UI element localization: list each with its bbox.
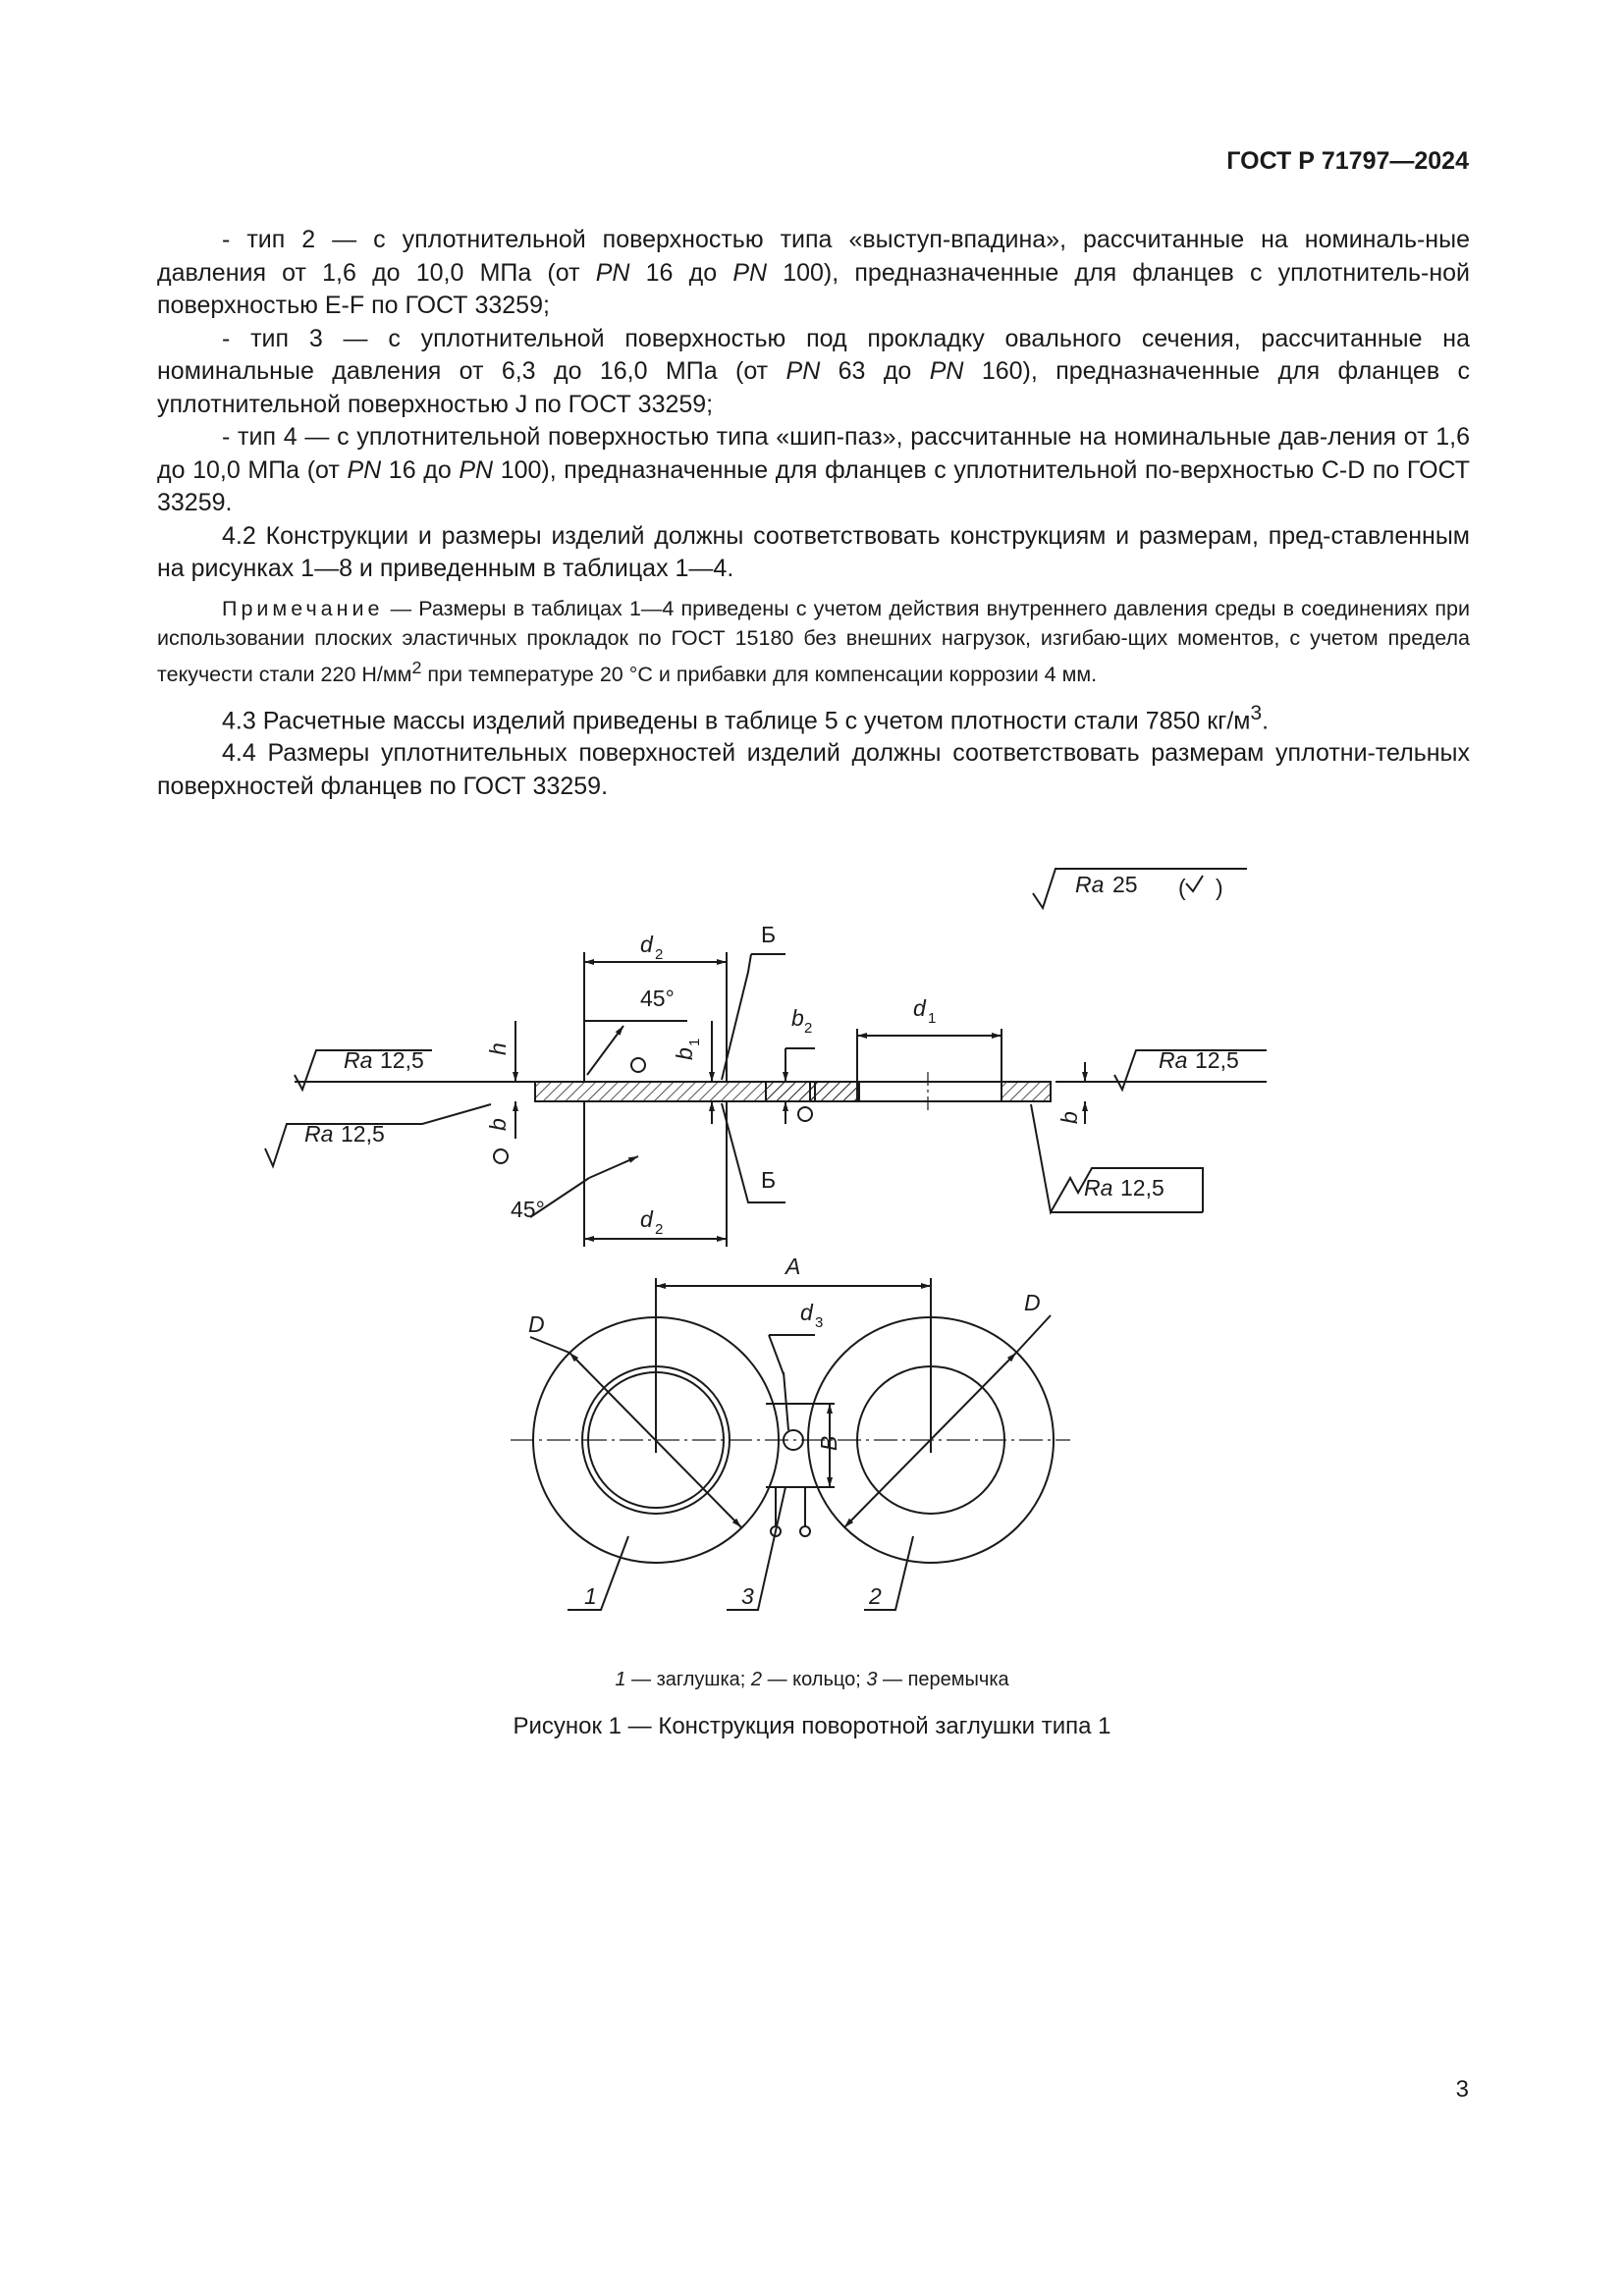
angle-top: 45° [640, 986, 675, 1011]
figure-legend: 1 — заглушка; 2 — кольцо; 3 — перемычка [615, 1669, 1009, 1690]
dim-d3: d [800, 1300, 813, 1325]
ra-bottom-left-value: 12,5 [341, 1121, 385, 1147]
body-text [157, 224, 1470, 803]
position-2: 2 [869, 1583, 882, 1609]
svg-text:2: 2 [655, 946, 664, 963]
ring-section-left [810, 1082, 859, 1101]
dim-b2: b [791, 1005, 804, 1031]
svg-text:2: 2 [804, 1020, 813, 1037]
ra-bottom-right-value: 12,5 [1120, 1175, 1164, 1201]
ra-bottom-right: Ra [1084, 1175, 1113, 1201]
position-1: 1 [584, 1583, 597, 1609]
figure-1-drawing [0, 854, 1624, 1777]
paragraph-4-4: 4.4 Размеры уплотнительных поверхностей изделий должны соответствовать размерам уплотни-тельных поверхностей фланцев по ГОСТ 33259. [157, 739, 1470, 800]
ra-top-left-value: 12,5 [380, 1047, 424, 1073]
dim-A: A [785, 1254, 801, 1279]
dim-d2-bottom: d [640, 1206, 653, 1232]
type-2-item: - тип 2 — с уплотнительной поверхностью типа «выступ-впадина», рассчитанные на номиналь-ные давления от 1,6 до 10,0 МПа (от PN 16 до PN 100), предназначенные для фланцев с уплотнитель-ной поверхностью E-F по ГОСТ 33259; [157, 226, 1471, 319]
svg-text:): ) [1216, 875, 1223, 900]
general-ra-value: 25 [1112, 872, 1138, 897]
ring-bore [857, 1082, 1001, 1101]
ra-top-right: Ra [1159, 1047, 1188, 1073]
dim-b-left: b [485, 1118, 511, 1131]
ra-bottom-left: Ra [304, 1121, 334, 1147]
paragraph-4-2: 4.2 Конструкции и размеры изделий должны соответствовать конструкциям и размерам, пред-ставленным на рисунках 1—8 и приведенным в таблицах 1—4. [157, 521, 1470, 582]
general-ra-symbol: Ra [1075, 872, 1105, 897]
dim-b1: b [672, 1047, 697, 1060]
paragraph-4-3: 4.3 Расчетные массы изделий приведены в таблице 5 с учетом плотности стали 7850 $кг/м^3$. [222, 701, 1270, 734]
figure-caption: Рисунок 1 — Конструкция поворотной заглушки типа 1 [513, 1713, 1111, 1739]
dim-B: B [816, 1435, 841, 1451]
type-3-item: - тип 3 — с уплотнительной поверхностью под прокладку овального сечения, рассчитанные на номинальные давления от 6,3 до 16,0 МПа (от PN 63 до PN 160), предназначенные для фланцев с уплотнительной поверхностью J по ГОСТ 33259; [157, 324, 1470, 418]
dim-d2-top: d [640, 932, 653, 957]
svg-text:3: 3 [815, 1314, 824, 1331]
dim-D-left: D [528, 1311, 545, 1337]
page-number: 3 [1455, 2076, 1469, 2103]
dim-b-right: b [1056, 1111, 1082, 1124]
ring-section-right [1001, 1082, 1051, 1101]
ra-top-right-value: 12,5 [1195, 1047, 1239, 1073]
svg-text:1: 1 [686, 1038, 703, 1046]
note: Примечание — Размеры в таблицах 1—4 приведены с учетом действия внутреннего давления среды в соединениях при использовании плоских эластичных прокладок по ГОСТ 15180 без внешних нагрузок, изгибаю-щих моментов, с учетом предела текучести стали 220 $Н/мм^2$ при температуре 20 °С и прибавки для компенсации коррозии 4 мм. [157, 596, 1470, 686]
document-header: ГОСТ Р 71797—2024 [1226, 147, 1469, 175]
position-3: 3 [741, 1583, 754, 1609]
roughness-sign-top-right [1114, 1050, 1267, 1090]
svg-text:1: 1 [928, 1010, 937, 1027]
ra-top-left: Ra [344, 1047, 373, 1073]
type-4-item: - тип 4 — с уплотнительной поверхностью типа «шип-паз», рассчитанные на номинальные дав-ления от 1,6 до 10,0 МПа (от PN 16 до PN 100), предназначенные для фланцев с уплотнительной по-верхностью C-D по ГОСТ 33259. [157, 423, 1471, 516]
dim-d1: d [913, 995, 926, 1021]
dim-D-right: D [1024, 1290, 1041, 1315]
bridge-section [766, 1082, 815, 1101]
svg-text:(: ( [1178, 875, 1186, 900]
svg-text:2: 2 [655, 1221, 664, 1238]
note-label: Примечание [222, 596, 384, 620]
dim-h: h [485, 1042, 511, 1055]
angle-bottom: 45° [511, 1197, 545, 1222]
section-label-bottom: Б [761, 1167, 777, 1193]
section-label-top: Б [761, 922, 777, 947]
